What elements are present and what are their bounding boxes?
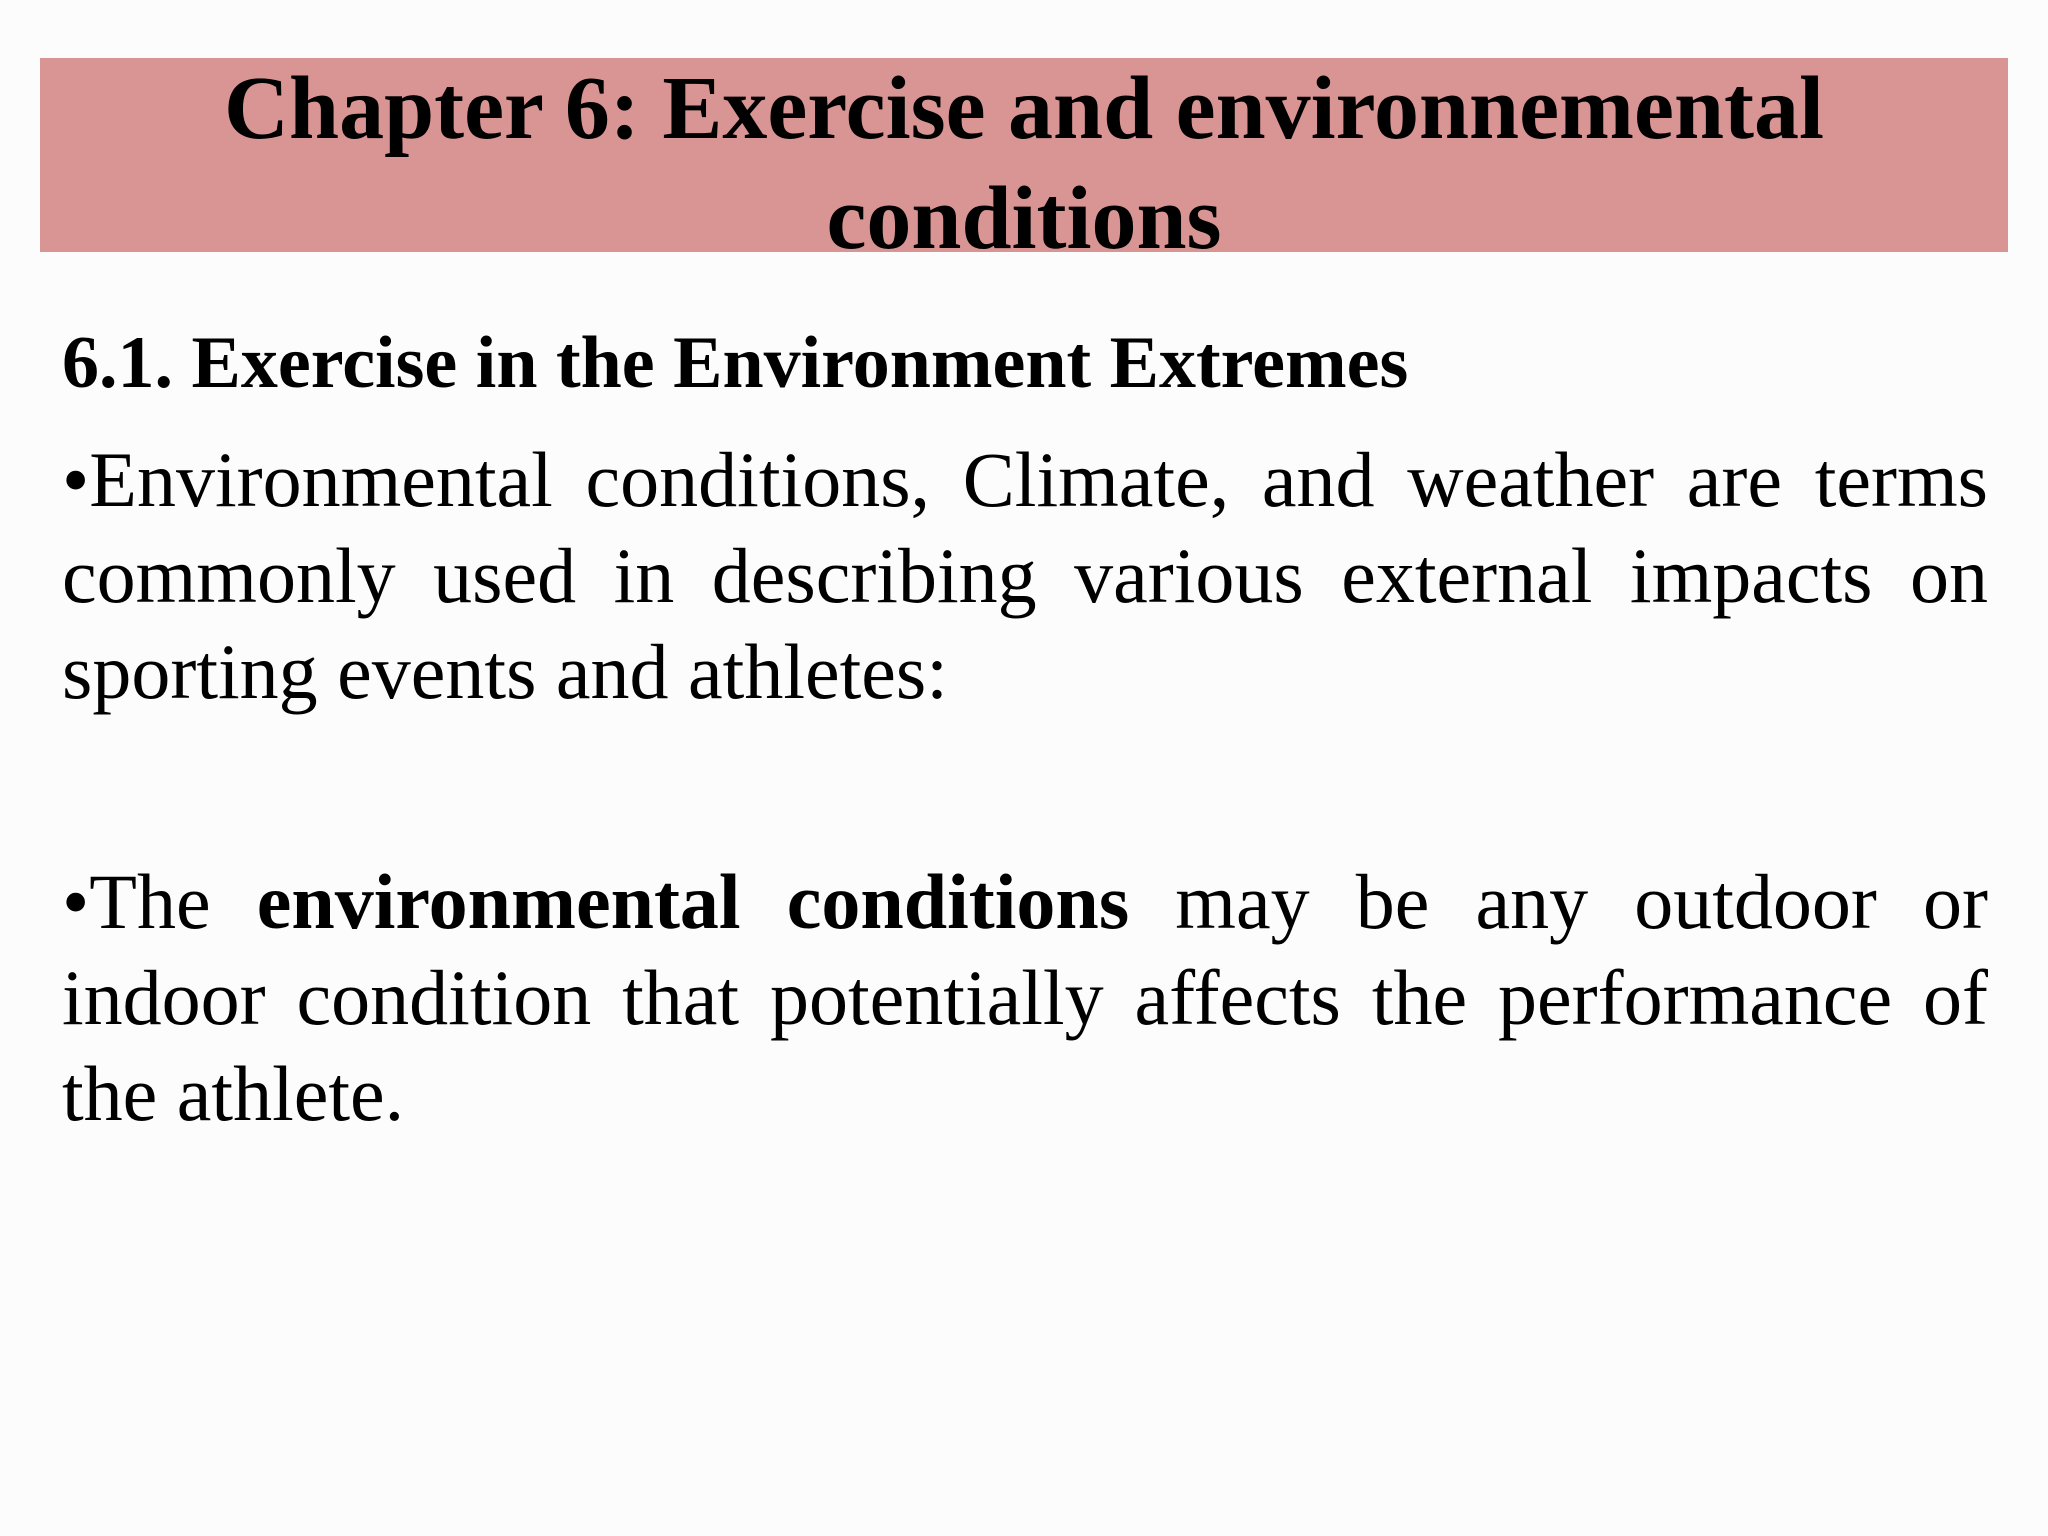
bullet-paragraph-2 [62, 854, 1988, 1142]
slide-content [62, 318, 1988, 1142]
slide-title: Chapter 6: Exercise and environnemental conditions [224, 59, 1824, 268]
bullet-2-suffix: may be any outdoor or indoor condition that potentially affects the performance of the athlete. [62, 858, 1989, 1137]
bullet-2-bold-term: environmental conditions [256, 858, 1130, 945]
bullet-2-prefix: •The [62, 858, 257, 945]
bullet-paragraph-1: •Environmental conditions, Climate, and weather are terms commonly used in describing various external impacts on sporting events and athletes: [62, 436, 1988, 715]
section-heading: 6.1. Exercise in the Environment Extremes [62, 322, 1409, 404]
